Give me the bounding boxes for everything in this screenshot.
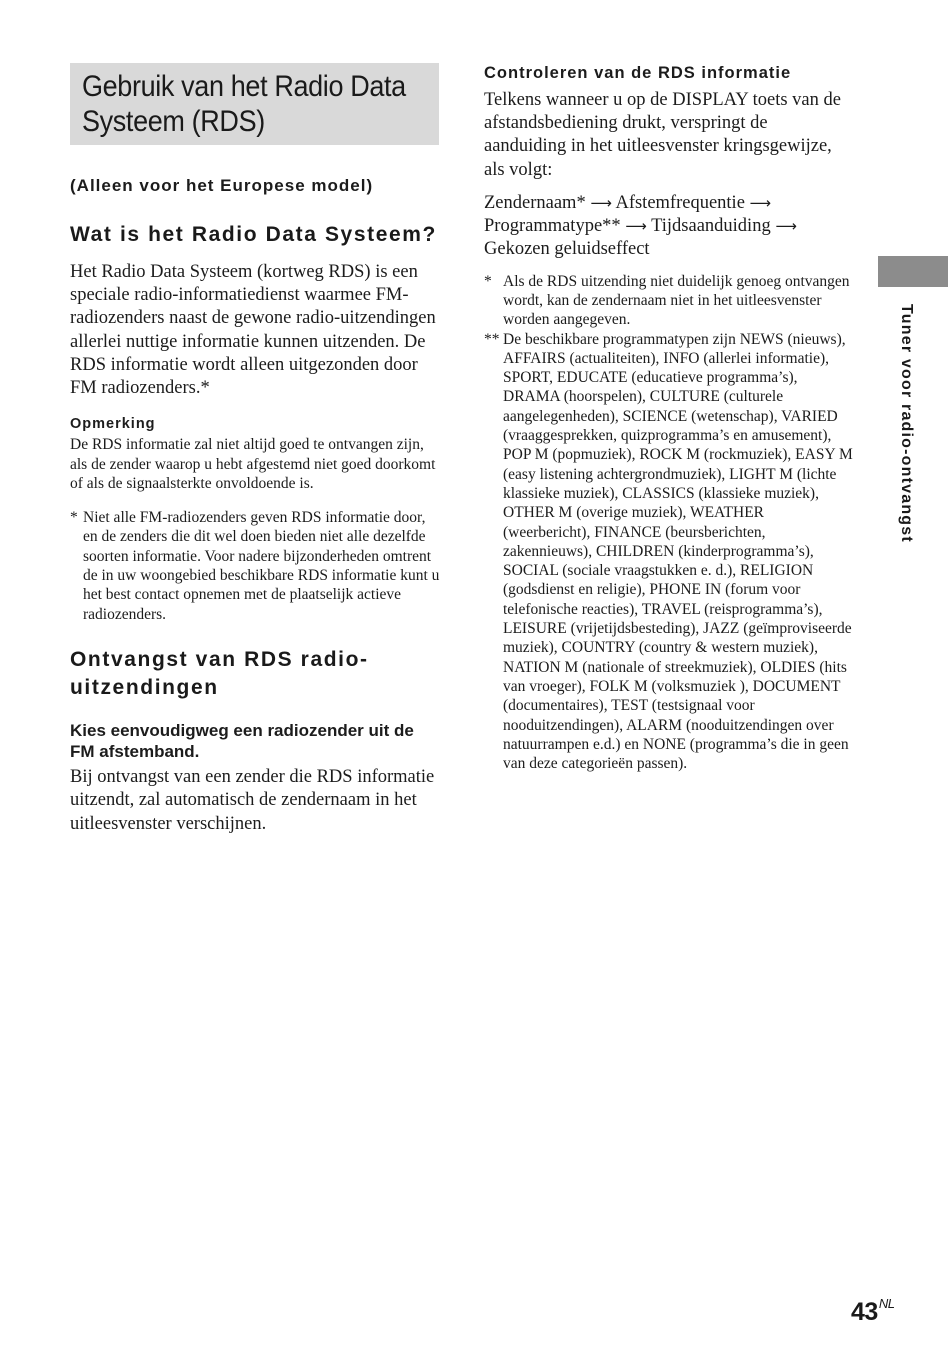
sequence-item: Zendernaam* xyxy=(484,192,586,213)
footnote-program-types xyxy=(484,330,854,774)
page-number xyxy=(851,1296,894,1327)
footnote-mark: ** xyxy=(484,330,500,348)
arrow-right-icon: ⟶ xyxy=(775,217,797,236)
page-language-suffix: NL xyxy=(878,1296,895,1311)
footnote-mark: * xyxy=(70,508,78,526)
footnote-text: Als de RDS uitzending niet duidelijk genoeg ontvangen wordt, kan de zendernaam niet in het uitleesvenster worden aangegeven. xyxy=(503,272,850,329)
title-box xyxy=(70,63,439,145)
left-column xyxy=(70,63,440,836)
note-heading: Opmerking xyxy=(70,416,156,433)
right-column xyxy=(484,63,854,773)
section-heading-check-rds: Controleren van de RDS informatie xyxy=(484,64,792,82)
sequence-item: Programmatype** xyxy=(484,216,621,237)
sequence-item: Afstemfrequentie xyxy=(615,192,745,213)
section-tab-marker xyxy=(878,256,948,287)
check-rds-body: Telkens wanneer u op de DISPLAY toets van de afstandsbediening drukt, verspringt de aanduiding in het uitleesvenster kringsgewijze, als volgt: xyxy=(484,90,841,180)
section-body-what-is-rds: Het Radio Data Systeem (kortweg RDS) is een speciale radio-informatiedienst waarmee FM-radiozenders naast de gewone radio-uitzendingen allerlei nuttige informatie kunnen uitzenden. De RDS informatie wordt alleen uitgezonden door FM radiozenders.* xyxy=(70,262,436,399)
note-body: De RDS informatie zal niet altijd goed te ontvangen zijn, als de zender waarop u hebt afgestemd niet goed doorkomt of als de signaalsterkte onvoldoende is. xyxy=(70,436,436,493)
section-heading-what-is-rds: Wat is het Radio Data Systeem? xyxy=(70,223,437,246)
section-heading-reception: Ontvangst van RDS radio-uitzendingen xyxy=(70,648,369,700)
reception-instruction: Kies eenvoudigweg een radiozender uit de FM afstemband. xyxy=(70,721,414,762)
display-sequence xyxy=(484,192,854,262)
footnote-text: De beschikbare programmatypen zijn NEWS (nieuws), AFFAIRS (actualiteiten), INFO (allerlei informatie), SPORT, EDUCATE (educatieve programma’s), DRAMA (hoorspelen), CULTURE (culturele aangelegenheden), SCIENCE (wetenschap), VARIED (vraaggesprekken, quizprogramma’s en amusement), POP M (popmuziek), ROCK M (rockmuziek), EASY M (easy listening achtergrondmuziek), LIGHT M (lichte klassieke muziek), CLASSICS (klassieke muziek), OTHER M (overige muziek), WEATHER (weerbericht), FINANCE (beursberichten, zakennieuws), CHILDREN (kinderprogramma’s), SOCIAL (sociale vraagstukken e. d.), RELIGION (godsdienst en religie), PHONE IN (forum voor telefonische reacties), TRAVEL (reisprogramma’s), LEISURE (vrijetijdsbesteding), JAZZ (geïmproviseerde muziek), COUNTRY (country & western muziek), NATION M (nationale of streekmuziek), OLDIES (hits van vroeger), FOLK M (volksmuziek ), DOCUMENT (documentaires), TEST (testsignaal voor nooduitzendingen), ALARM (nooduitzendingen over natuurrampen e.d.) en NONE (programma’s die in geen van deze categorieën passen). xyxy=(503,330,853,773)
footnote-text: Niet alle FM-radiozenders geven RDS informatie door, en de zenders die dit wel doen bieden niet alle dezelfde soorten informatie. Voor nadere bijzonderheden omtrent de in uw woongebied beschikbare RDS informatie kunt u het best contact opnemen met de plaatselijk actieve radiozenders. xyxy=(83,508,440,623)
footnote xyxy=(70,508,440,624)
page-title: Gebruik van het Radio Data Systeem (RDS) xyxy=(82,70,406,138)
page-number-value: 43 xyxy=(851,1298,878,1326)
sequence-item: Gekozen geluidseffect xyxy=(484,239,650,260)
arrow-right-icon: ⟶ xyxy=(590,193,612,212)
section-side-label: Tuner voor radio-ontvangst xyxy=(898,304,915,543)
sequence-item: Tijdsaanduiding xyxy=(651,216,771,237)
footnote-station-name xyxy=(484,272,854,330)
arrow-right-icon: ⟶ xyxy=(749,193,772,212)
arrow-right-icon: ⟶ xyxy=(625,217,647,236)
footnote-mark: * xyxy=(484,272,492,290)
model-subtitle: (Alleen voor het Europese model) xyxy=(70,176,374,195)
reception-body: Bij ontvangst van een zender die RDS informatie uitzendt, zal automatisch de zendernaam in het uitleesvenster verschijnen. xyxy=(70,767,435,834)
